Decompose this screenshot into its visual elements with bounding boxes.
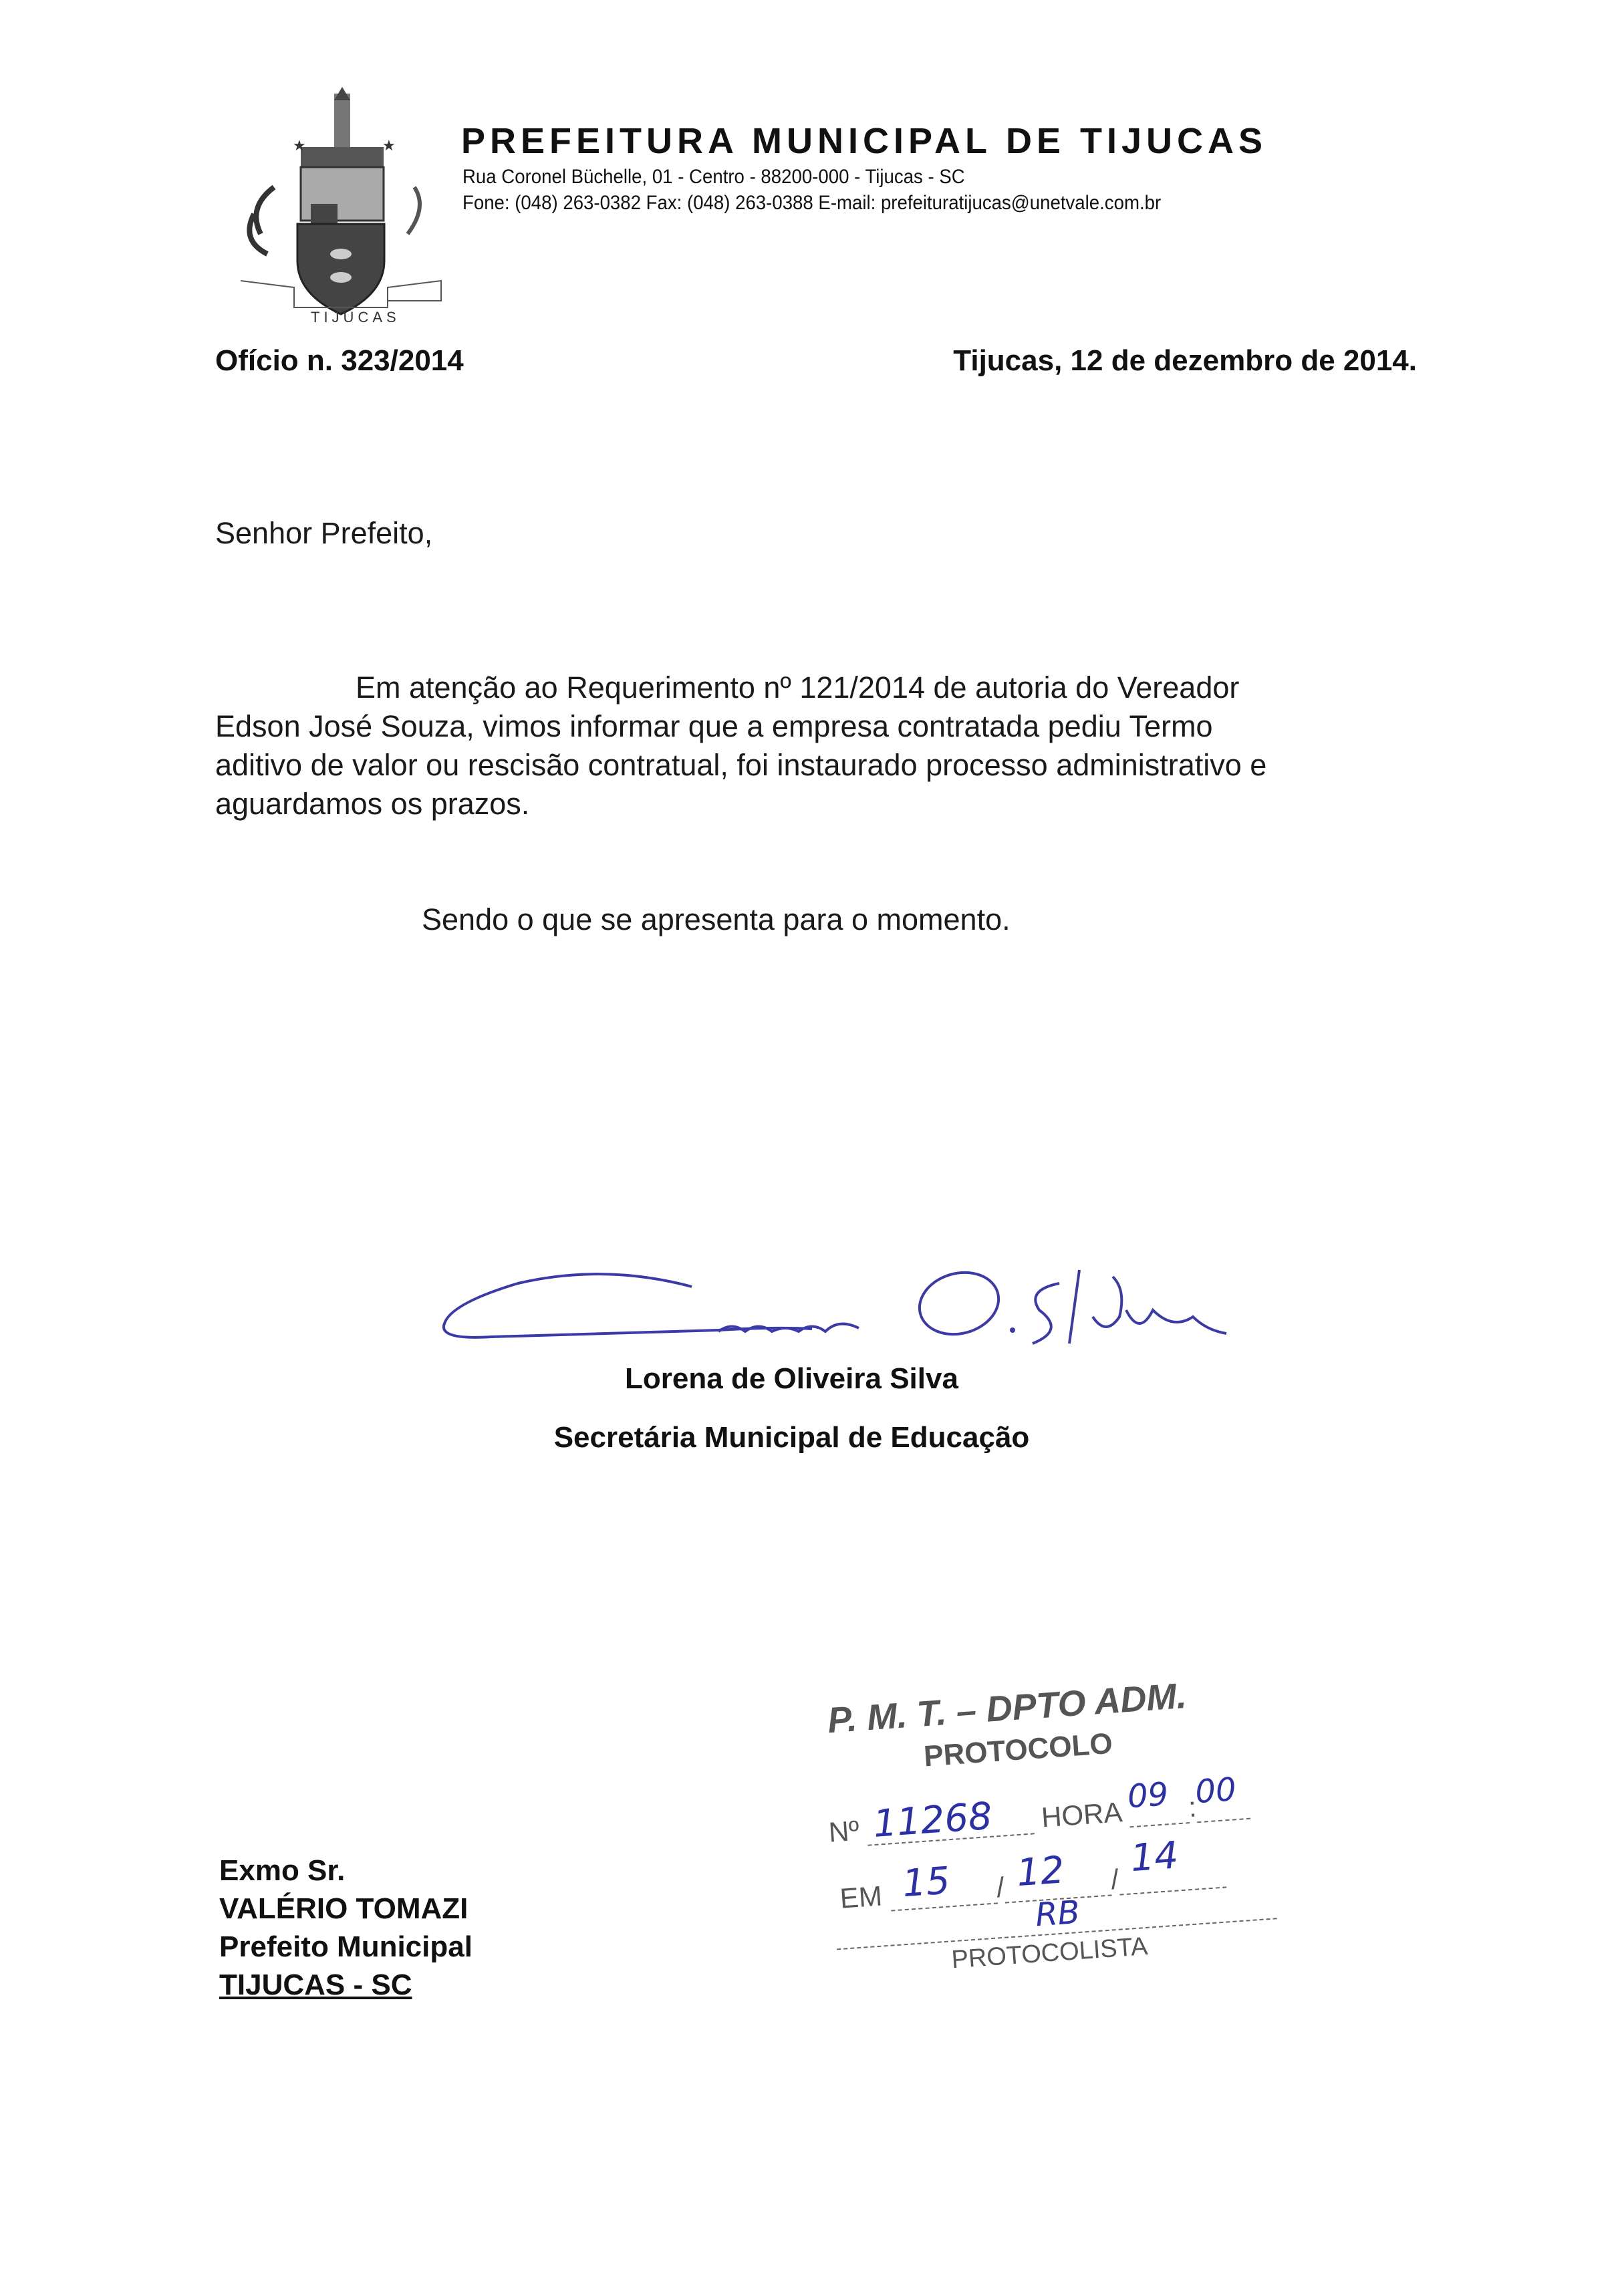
organization-title: PREFEITURA MUNICIPAL DE TIJUCAS (461, 121, 1268, 161)
signer-role: Secretária Municipal de Educação (553, 1421, 1030, 1454)
paragraph-line: Em atenção ao Requerimento nº 121/2014 de autoria do Vereador (356, 670, 1240, 705)
stamp-footer: PROTOCOLISTA (950, 1932, 1149, 1974)
stamp-date-row: EM 15 / 12 / 14 (839, 1854, 1226, 1915)
stamp-number-row: Nº 11268 HORA 09 : 00 (827, 1785, 1250, 1849)
letter-date: Tijucas, 12 de dezembro de 2014. (953, 344, 1417, 377)
paragraph-line: Edson José Souza, vimos informar que a empresa contratada pediu Termo (215, 709, 1213, 743)
addressee-title: Prefeito Municipal (219, 1930, 473, 1963)
organization-address: Rua Coronel Büchelle, 01 - Centro - 88200-000 - Tijucas - SC (462, 166, 965, 188)
hour-value: 09 (1126, 1775, 1170, 1816)
municipal-crest-logo (234, 87, 448, 328)
svg-text:★: ★ (293, 137, 306, 154)
salutation: Senhor Prefeito, (215, 516, 433, 550)
addressee-name: VALÉRIO TOMAZI (219, 1892, 468, 1925)
handwritten-signature (438, 1257, 1233, 1357)
paragraph-line: aguardamos os prazos. (215, 787, 530, 821)
oficio-number: Ofício n. 323/2014 (215, 344, 464, 377)
minute-value: 00 (1194, 1771, 1238, 1811)
protocol-stamp (819, 1656, 1293, 1994)
number-label: Nº (827, 1814, 861, 1848)
svg-text:★: ★ (382, 137, 396, 154)
signer-name: Lorena de Oliveira Silva (625, 1362, 958, 1395)
protocol-number: 11268 (871, 1794, 994, 1846)
stamp-department: P. M. T. – DPTO ADM. (826, 1675, 1188, 1741)
crest-label: TIJUCAS (311, 309, 400, 326)
paragraph-line: aditivo de valor ou rescisão contratual, foi instaurado processo administrativo e (215, 748, 1267, 782)
stamp-year: 14 (1129, 1833, 1180, 1881)
stamp-month: 12 (1015, 1848, 1066, 1896)
stamp-day: 15 (901, 1859, 952, 1906)
hour-label: HORA (1040, 1796, 1122, 1833)
date-label: EM (839, 1880, 884, 1914)
organization-contact: Fone: (048) 263-0382 Fax: (048) 263-0388 E-mail: prefeituratijucas@unetvale.com.br (462, 192, 1162, 214)
addressee-city: TIJUCAS - SC (219, 1968, 412, 2001)
body-paragraph (215, 668, 1391, 823)
addressee-salutation: Exmo Sr. (219, 1854, 346, 1887)
stamp-title: PROTOCOLO (922, 1727, 1114, 1773)
protocolist-initials: RB (1034, 1893, 1081, 1934)
closing-sentence: Sendo o que se apresenta para o momento. (422, 902, 1011, 936)
addressee-block (219, 1852, 473, 2004)
